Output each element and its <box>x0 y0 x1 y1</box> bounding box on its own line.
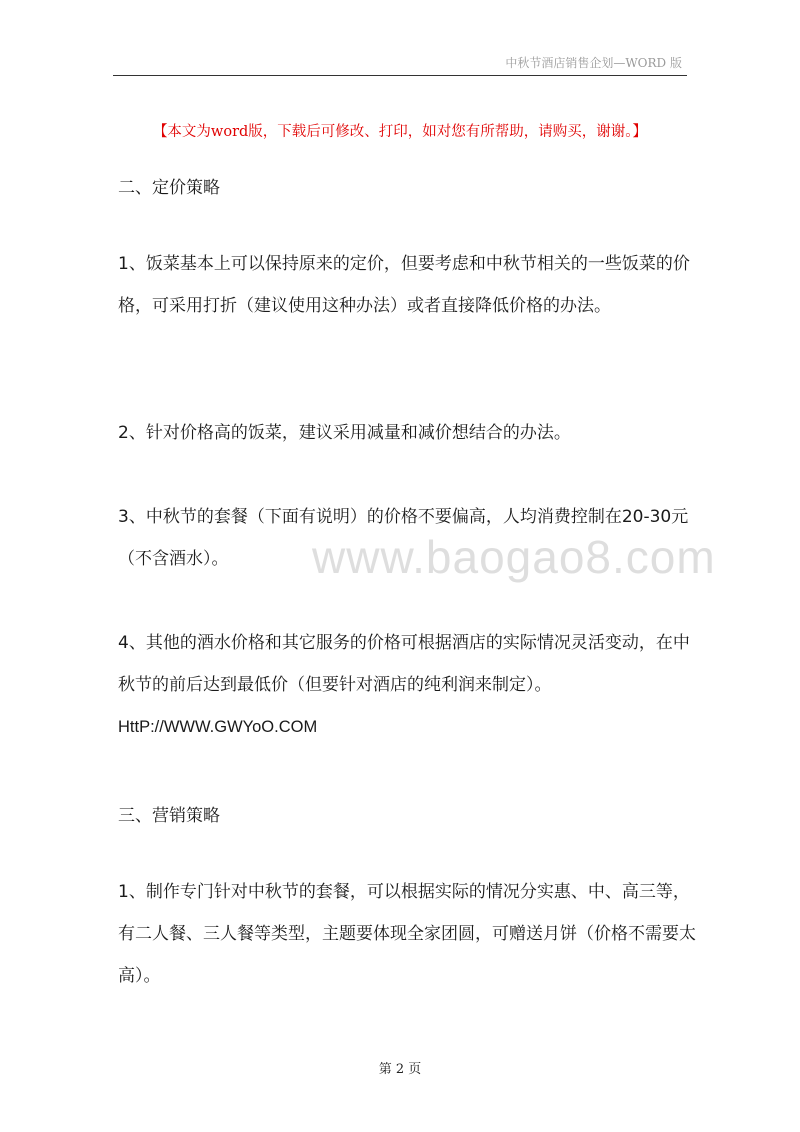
document-header-title: 中秋节酒店销售企划—WORD 版 <box>505 56 682 70</box>
section-heading-marketing: 三、营销策略 <box>118 806 220 826</box>
section-heading-pricing: 二、定价策略 <box>118 178 220 198</box>
paragraph-pricing-3: 3、中秋节的套餐（下面有说明）的价格不要偏高，人均消费控制在20-30元（不含酒水）。 <box>118 507 689 569</box>
paragraph-pricing-1: 1、饭菜基本上可以保持原来的定价，但要考虑和中秋节相关的一些饭菜的价格，可采用打折（建议使用这种办法）或者直接降低价格的办法。 <box>118 254 690 316</box>
purchase-notice: 【本文为word版，下载后可修改、打印，如对您有所帮助，请购买，谢谢。】 <box>152 124 648 140</box>
paragraph-pricing-2: 2、针对价格高的饭菜，建议采用减量和减价想结合的办法。 <box>118 423 571 443</box>
paragraph-marketing-1: 1、制作专门针对中秋节的套餐，可以根据实际的情况分实惠、中、高三等，有二人餐、三人餐等类型，主题要体现全家团圆，可赠送月饼（价格不需要太高）。 <box>118 882 696 986</box>
watermark-text: www.baogao8.com <box>312 531 716 583</box>
page-number: 第 2 页 <box>378 1062 422 1077</box>
header-divider <box>113 75 687 76</box>
website-link[interactable]: HttP://WWW.GWYoO.COM <box>118 718 318 736</box>
paragraph-pricing-4: 4、其他的酒水价格和其它服务的价格可根据酒店的实际情况灵活变动，在中秋节的前后达到最低价（但要针对酒店的纯利润来制定）。 <box>118 633 690 695</box>
